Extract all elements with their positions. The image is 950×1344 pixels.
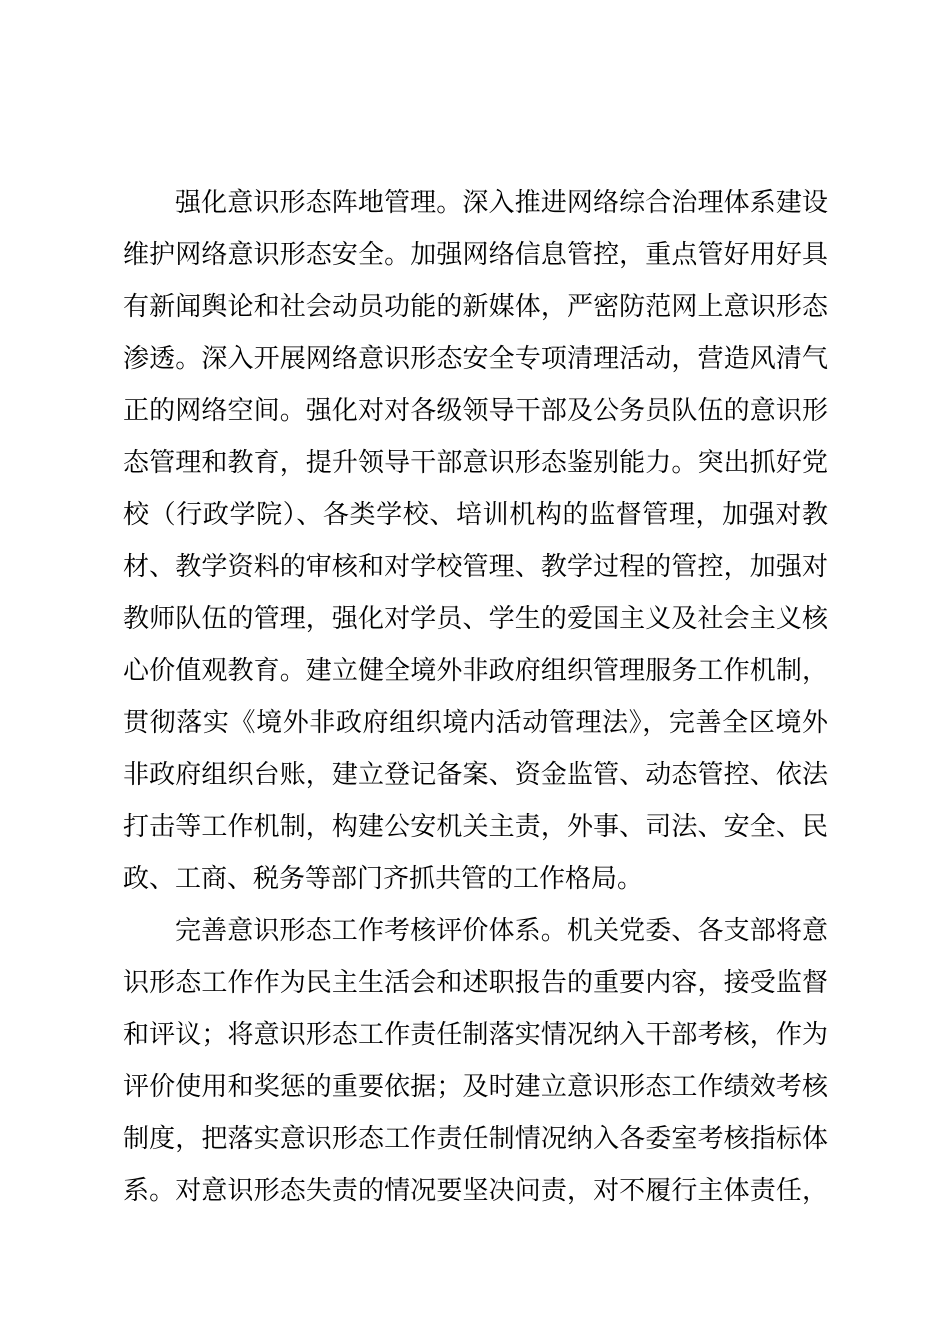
text-line: 正的网络空间。强化对对各级领导干部及公务员队伍的意识形 (123, 396, 828, 426)
text-line: 打击等工作机制，构建公安机关主责，外事、司法、安全、民 (123, 812, 828, 842)
text-line: 维护网络意识形态安全。加强网络信息管控，重点管好用好具 (123, 240, 828, 270)
text-line: 和评议；将意识形态工作责任制落实情况纳入干部考核，作为 (123, 1020, 828, 1050)
text-line: 心价值观教育。建立健全境外非政府组织管理服务工作机制， (123, 656, 828, 686)
text-line: 教师队伍的管理，强化对学员、学生的爱国主义及社会主义核 (123, 604, 828, 634)
text-line: 评价使用和奖惩的重要依据；及时建立意识形态工作绩效考核 (123, 1072, 828, 1102)
text-line: 识形态工作作为民主生活会和述职报告的重要内容，接受监督 (123, 968, 828, 998)
text-line: 政、工商、税务等部门齐抓共管的工作格局。 (123, 864, 644, 894)
text-line: 材、教学资料的审核和对学校管理、教学过程的管控，加强对 (123, 552, 828, 582)
text-line: 制度，把落实意识形态工作责任制情况纳入各委室考核指标体 (123, 1124, 828, 1154)
text-line: 态管理和教育，提升领导干部意识形态鉴别能力。突出抓好党 (123, 448, 828, 478)
text-line: 贯彻落实《境外非政府组织境内活动管理法》，完善全区境外 (123, 708, 828, 738)
text-line: 有新闻舆论和社会动员功能的新媒体，严密防范网上意识形态 (123, 292, 828, 322)
text-line: 系。对意识形态失责的情况要坚决问责，对不履行主体责任， (123, 1176, 828, 1206)
text-line: 校（行政学院）、各类学校、培训机构的监督管理，加强对教 (123, 500, 828, 530)
text-line: 完善意识形态工作考核评价体系。机关党委、各支部将意 (175, 916, 828, 946)
text-line: 非政府组织台账，建立登记备案、资金监管、动态管控、依法 (123, 760, 828, 790)
text-line: 渗透。深入开展网络意识形态安全专项清理活动，营造风清气 (123, 344, 828, 374)
text-line: 强化意识形态阵地管理。深入推进网络综合治理体系建设 (175, 188, 828, 218)
